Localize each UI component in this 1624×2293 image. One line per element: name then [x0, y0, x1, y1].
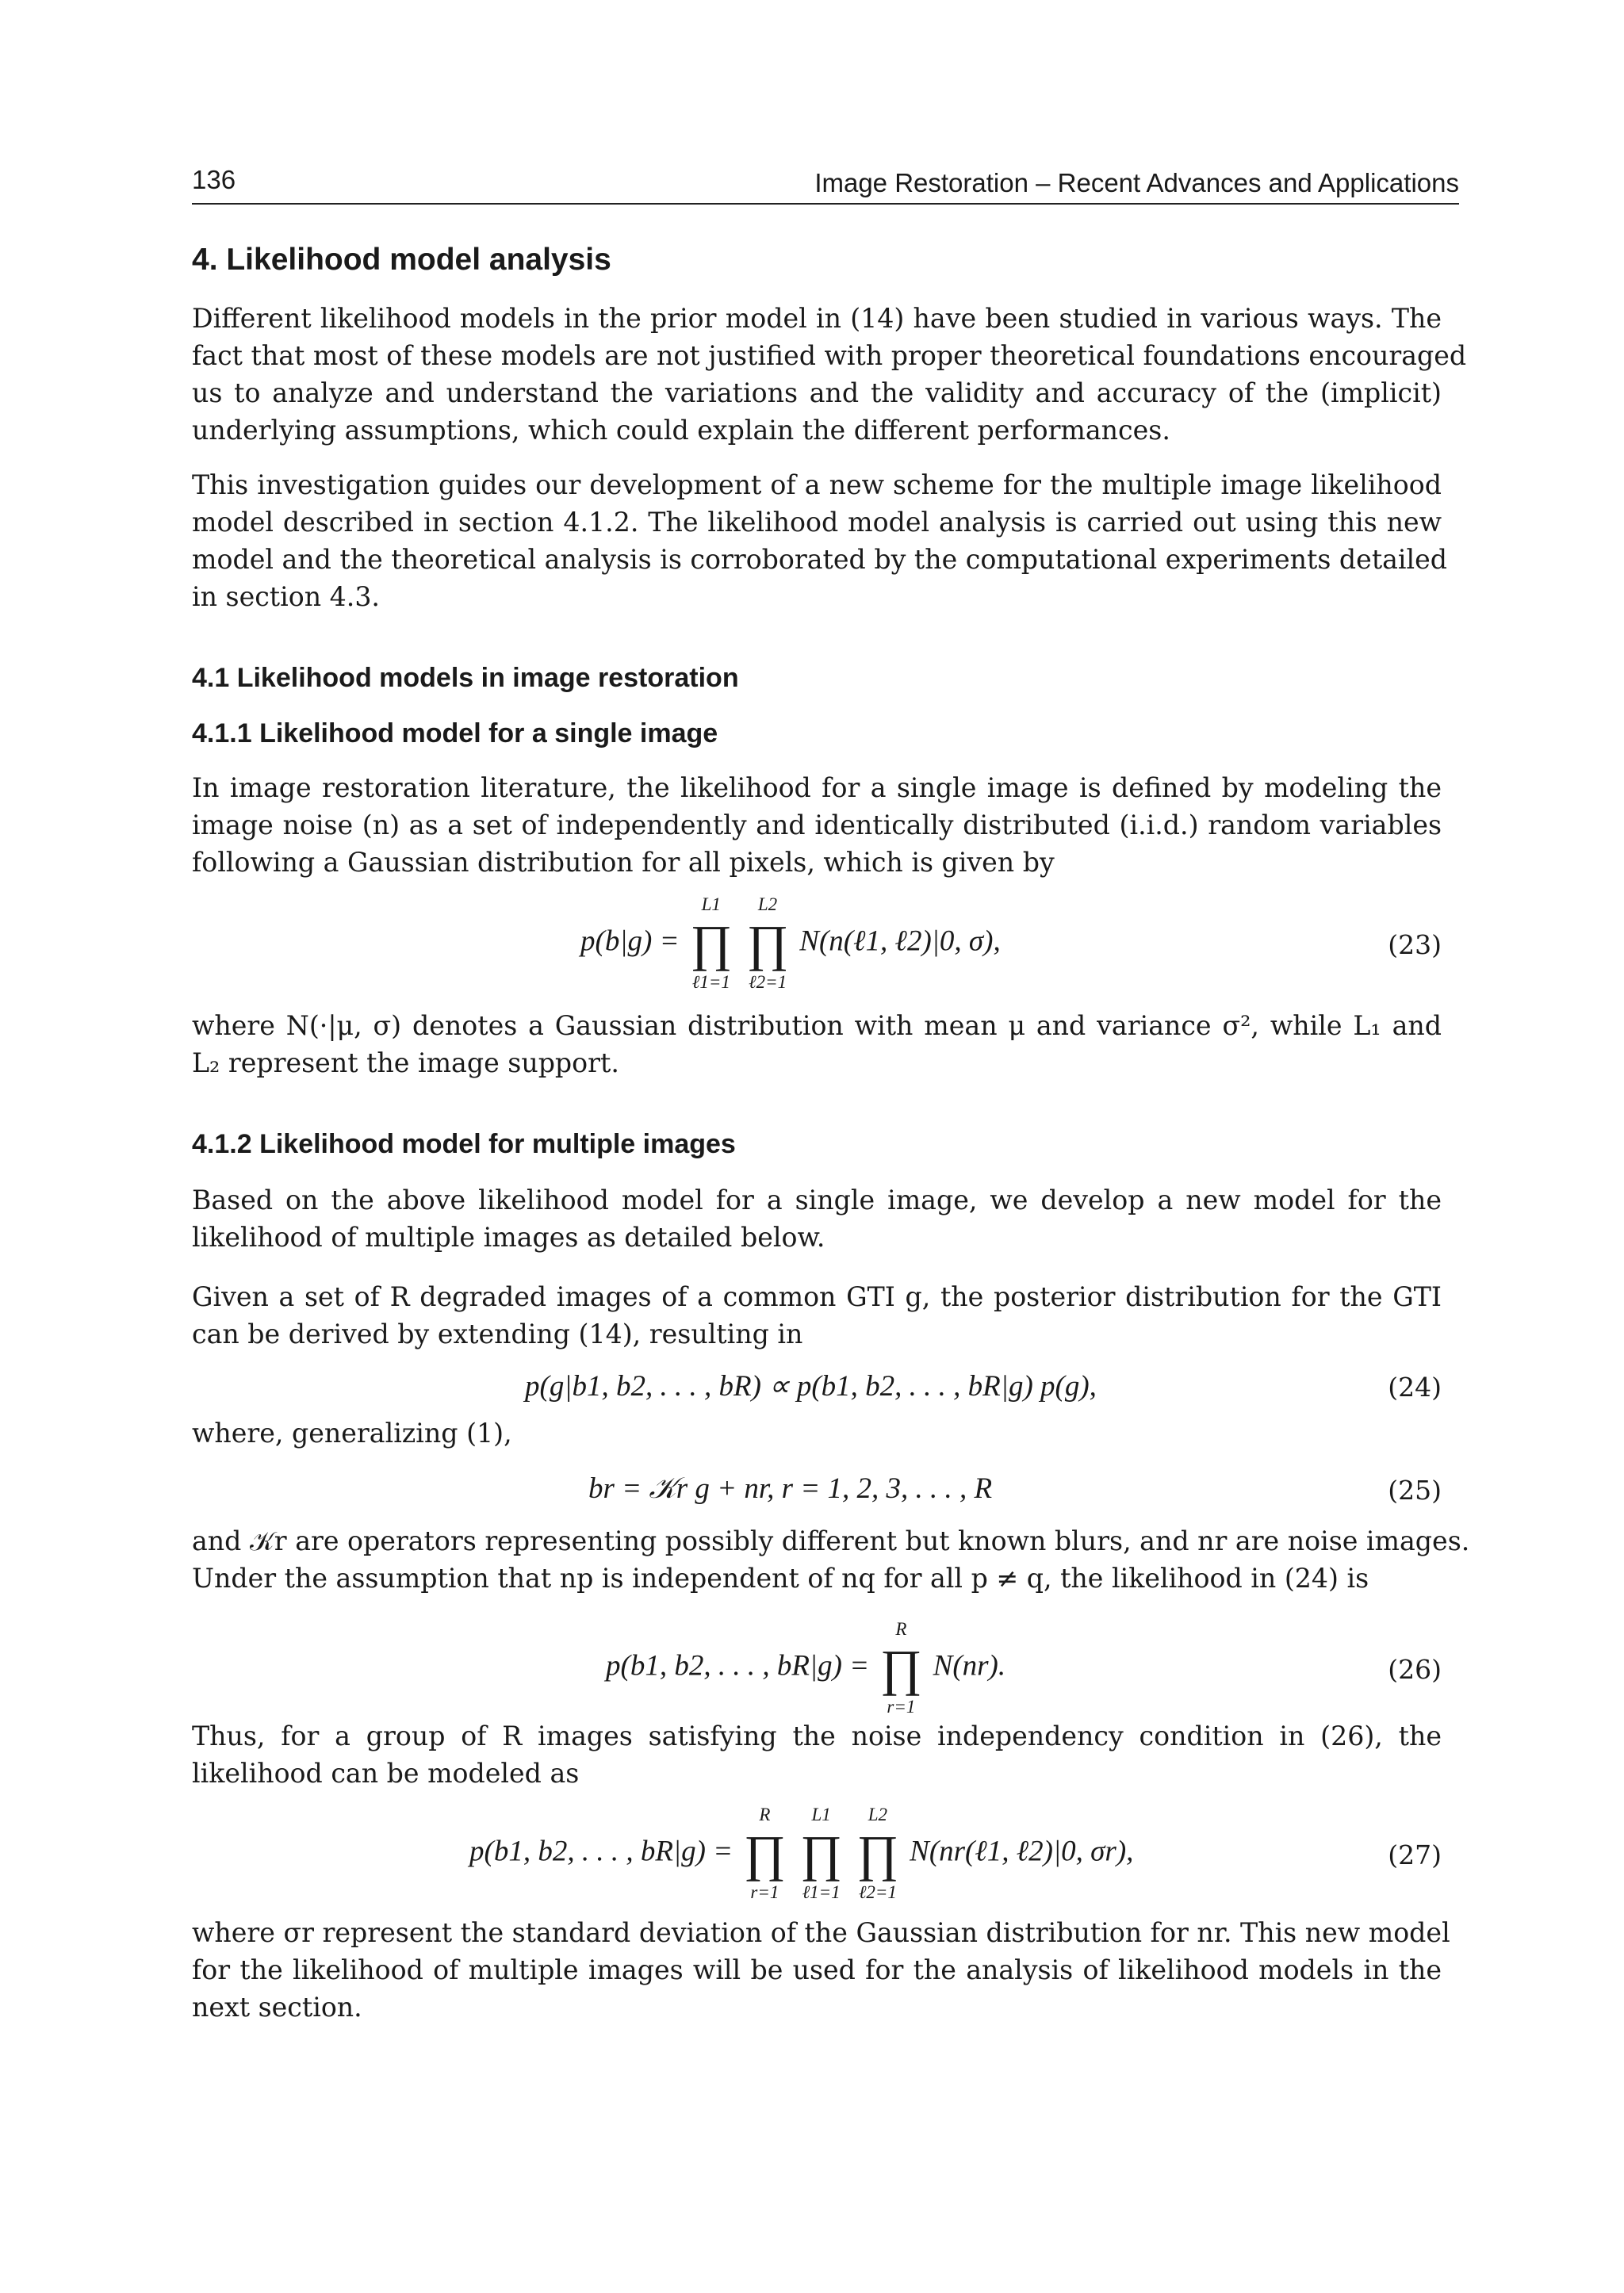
equation-rhs: N(n(ℓ1, ℓ2)|0, σ), [799, 924, 1001, 958]
paragraph [192, 1278, 1442, 1353]
text-line: underlying assumptions, which could explain the different performances. [192, 415, 1170, 446]
text-line: next section. [192, 1992, 362, 2023]
equation-rhs: N(nr(ℓ1, ℓ2)|0, σr), [910, 1835, 1134, 1868]
product-lower-limit: r=1 [887, 1697, 916, 1717]
equation-27 [192, 1805, 1442, 1902]
text-line: following a Gaussian distribution for all pixels, which is given by [192, 847, 1055, 878]
subsubsection-heading: 4.1.2 Likelihood model for multiple images [192, 1129, 736, 1159]
equation-23 [192, 894, 1442, 992]
product-lower-limit: ℓ2=1 [858, 1882, 897, 1902]
equation-number: (24) [1388, 1372, 1442, 1403]
product-upper-limit: R [759, 1805, 771, 1824]
product-lower-limit: ℓ1=1 [802, 1882, 841, 1902]
text-line: model described in section 4.1.2. The likelihood model analysis is carried out using this new [192, 507, 1442, 538]
paragraph [192, 1414, 1442, 1452]
text-line: where, generalizing (1), [192, 1418, 512, 1449]
text-line: can be derived by extending (14), resulting in [192, 1319, 803, 1349]
paragraph [192, 466, 1448, 615]
text-line: Given a set of R degraded images of a common GTI g, the posterior distribution for the GTI [192, 1281, 1442, 1312]
text-line: us to analyze and understand the variations and the validity and accuracy of the (implicit) [192, 377, 1442, 408]
text-line: fact that most of these models are not justified with proper theoretical foundations encouraged [192, 340, 1467, 371]
section-heading: 4. Likelihood model analysis [192, 243, 611, 277]
page-header [192, 165, 1459, 205]
paragraph [192, 1914, 1450, 2026]
text-line: likelihood of multiple images as detailed below. [192, 1222, 825, 1253]
text-line: and 𝒦r are operators representing possibly different but known blurs, and nr are noise images. [192, 1525, 1470, 1556]
text-line: where σr represent the standard deviation of the Gaussian distribution for nr. This new model [192, 1917, 1450, 1948]
product-upper-limit: L1 [701, 894, 721, 914]
subsection-heading: 4.1 Likelihood models in image restoration [192, 663, 739, 693]
text-line: Different likelihood models in the prior model in (14) have been studied in various ways. The [192, 303, 1442, 334]
product-symbol: L2 ∏ ℓ2=1 [746, 918, 789, 969]
product-lower-limit: ℓ2=1 [748, 972, 787, 992]
text-line: Thus, for a group of R images satisfying the noise independency condition in (26), the [192, 1721, 1442, 1751]
product-symbol: R ∏ r=1 [879, 1643, 922, 1694]
product-symbol: L2 ∏ ℓ2=1 [856, 1828, 899, 1879]
equation-rhs: N(nr). [933, 1649, 1006, 1682]
text-line: likelihood can be modeled as [192, 1758, 580, 1789]
product-symbol: L1 ∏ ℓ1=1 [690, 918, 733, 969]
product-upper-limit: R [895, 1619, 907, 1639]
equation-26 [192, 1619, 1442, 1717]
text-line: Under the assumption that np is independent of nq for all p ≠ q, the likelihood in (24) is [192, 1563, 1369, 1594]
equation-25 [192, 1468, 1442, 1516]
product-upper-limit: L2 [868, 1805, 888, 1824]
page-number: 136 [192, 165, 236, 194]
equation-lhs: p(b1, b2, . . . , bR|g) = [606, 1649, 870, 1682]
equation-body: br = 𝒦r g + nr, r = 1, 2, 3, . . . , R [588, 1472, 993, 1505]
text-line: in section 4.3. [192, 581, 380, 612]
text-line: Based on the above likelihood model for a single image, we develop a new model for the [192, 1185, 1442, 1215]
equation-number: (26) [1388, 1654, 1442, 1685]
equation-lhs: p(b|g) = [580, 924, 680, 958]
text-line: L₂ represent the image support. [192, 1047, 619, 1078]
product-lower-limit: r=1 [750, 1882, 779, 1902]
product-symbol: L1 ∏ ℓ1=1 [800, 1828, 843, 1879]
product-symbol: R ∏ r=1 [743, 1828, 786, 1879]
paragraph [192, 769, 1442, 881]
text-line: In image restoration literature, the likelihood for a single image is defined by modeling the [192, 772, 1442, 803]
equation-lhs: p(b1, b2, . . . , bR|g) = [469, 1835, 733, 1868]
equation-number: (27) [1388, 1839, 1442, 1870]
paragraph [192, 1717, 1442, 1792]
product-upper-limit: L1 [811, 1805, 831, 1824]
paragraph [192, 1007, 1442, 1081]
paragraph [192, 1181, 1442, 1256]
product-lower-limit: ℓ1=1 [691, 972, 730, 992]
text-line: model and the theoretical analysis is corroborated by the computational experiments detailed [192, 544, 1448, 575]
equation-24 [192, 1365, 1442, 1413]
text-line: for the likelihood of multiple images will be used for the analysis of likelihood models in the [192, 1954, 1442, 1985]
equation-number: (23) [1388, 929, 1442, 960]
paragraph [192, 300, 1467, 449]
paragraph [192, 1522, 1470, 1597]
subsubsection-heading: 4.1.1 Likelihood model for a single image [192, 718, 718, 748]
product-upper-limit: L2 [757, 894, 778, 914]
equation-number: (25) [1388, 1475, 1442, 1506]
text-line: This investigation guides our development of a new scheme for the multiple image likelihood [192, 469, 1442, 500]
text-line: where N(·|μ, σ) denotes a Gaussian distribution with mean μ and variance σ², while L₁ and [192, 1010, 1442, 1041]
equation-body: p(g|b1, b2, . . . , bR) ∝ p(b1, b2, . . . , bR|g) p(g), [525, 1370, 1097, 1403]
text-line: image noise (n) as a set of independently and identically distributed (i.i.d.) random variables [192, 810, 1442, 840]
running-title: Image Restoration – Recent Advances and Applications [814, 168, 1459, 197]
